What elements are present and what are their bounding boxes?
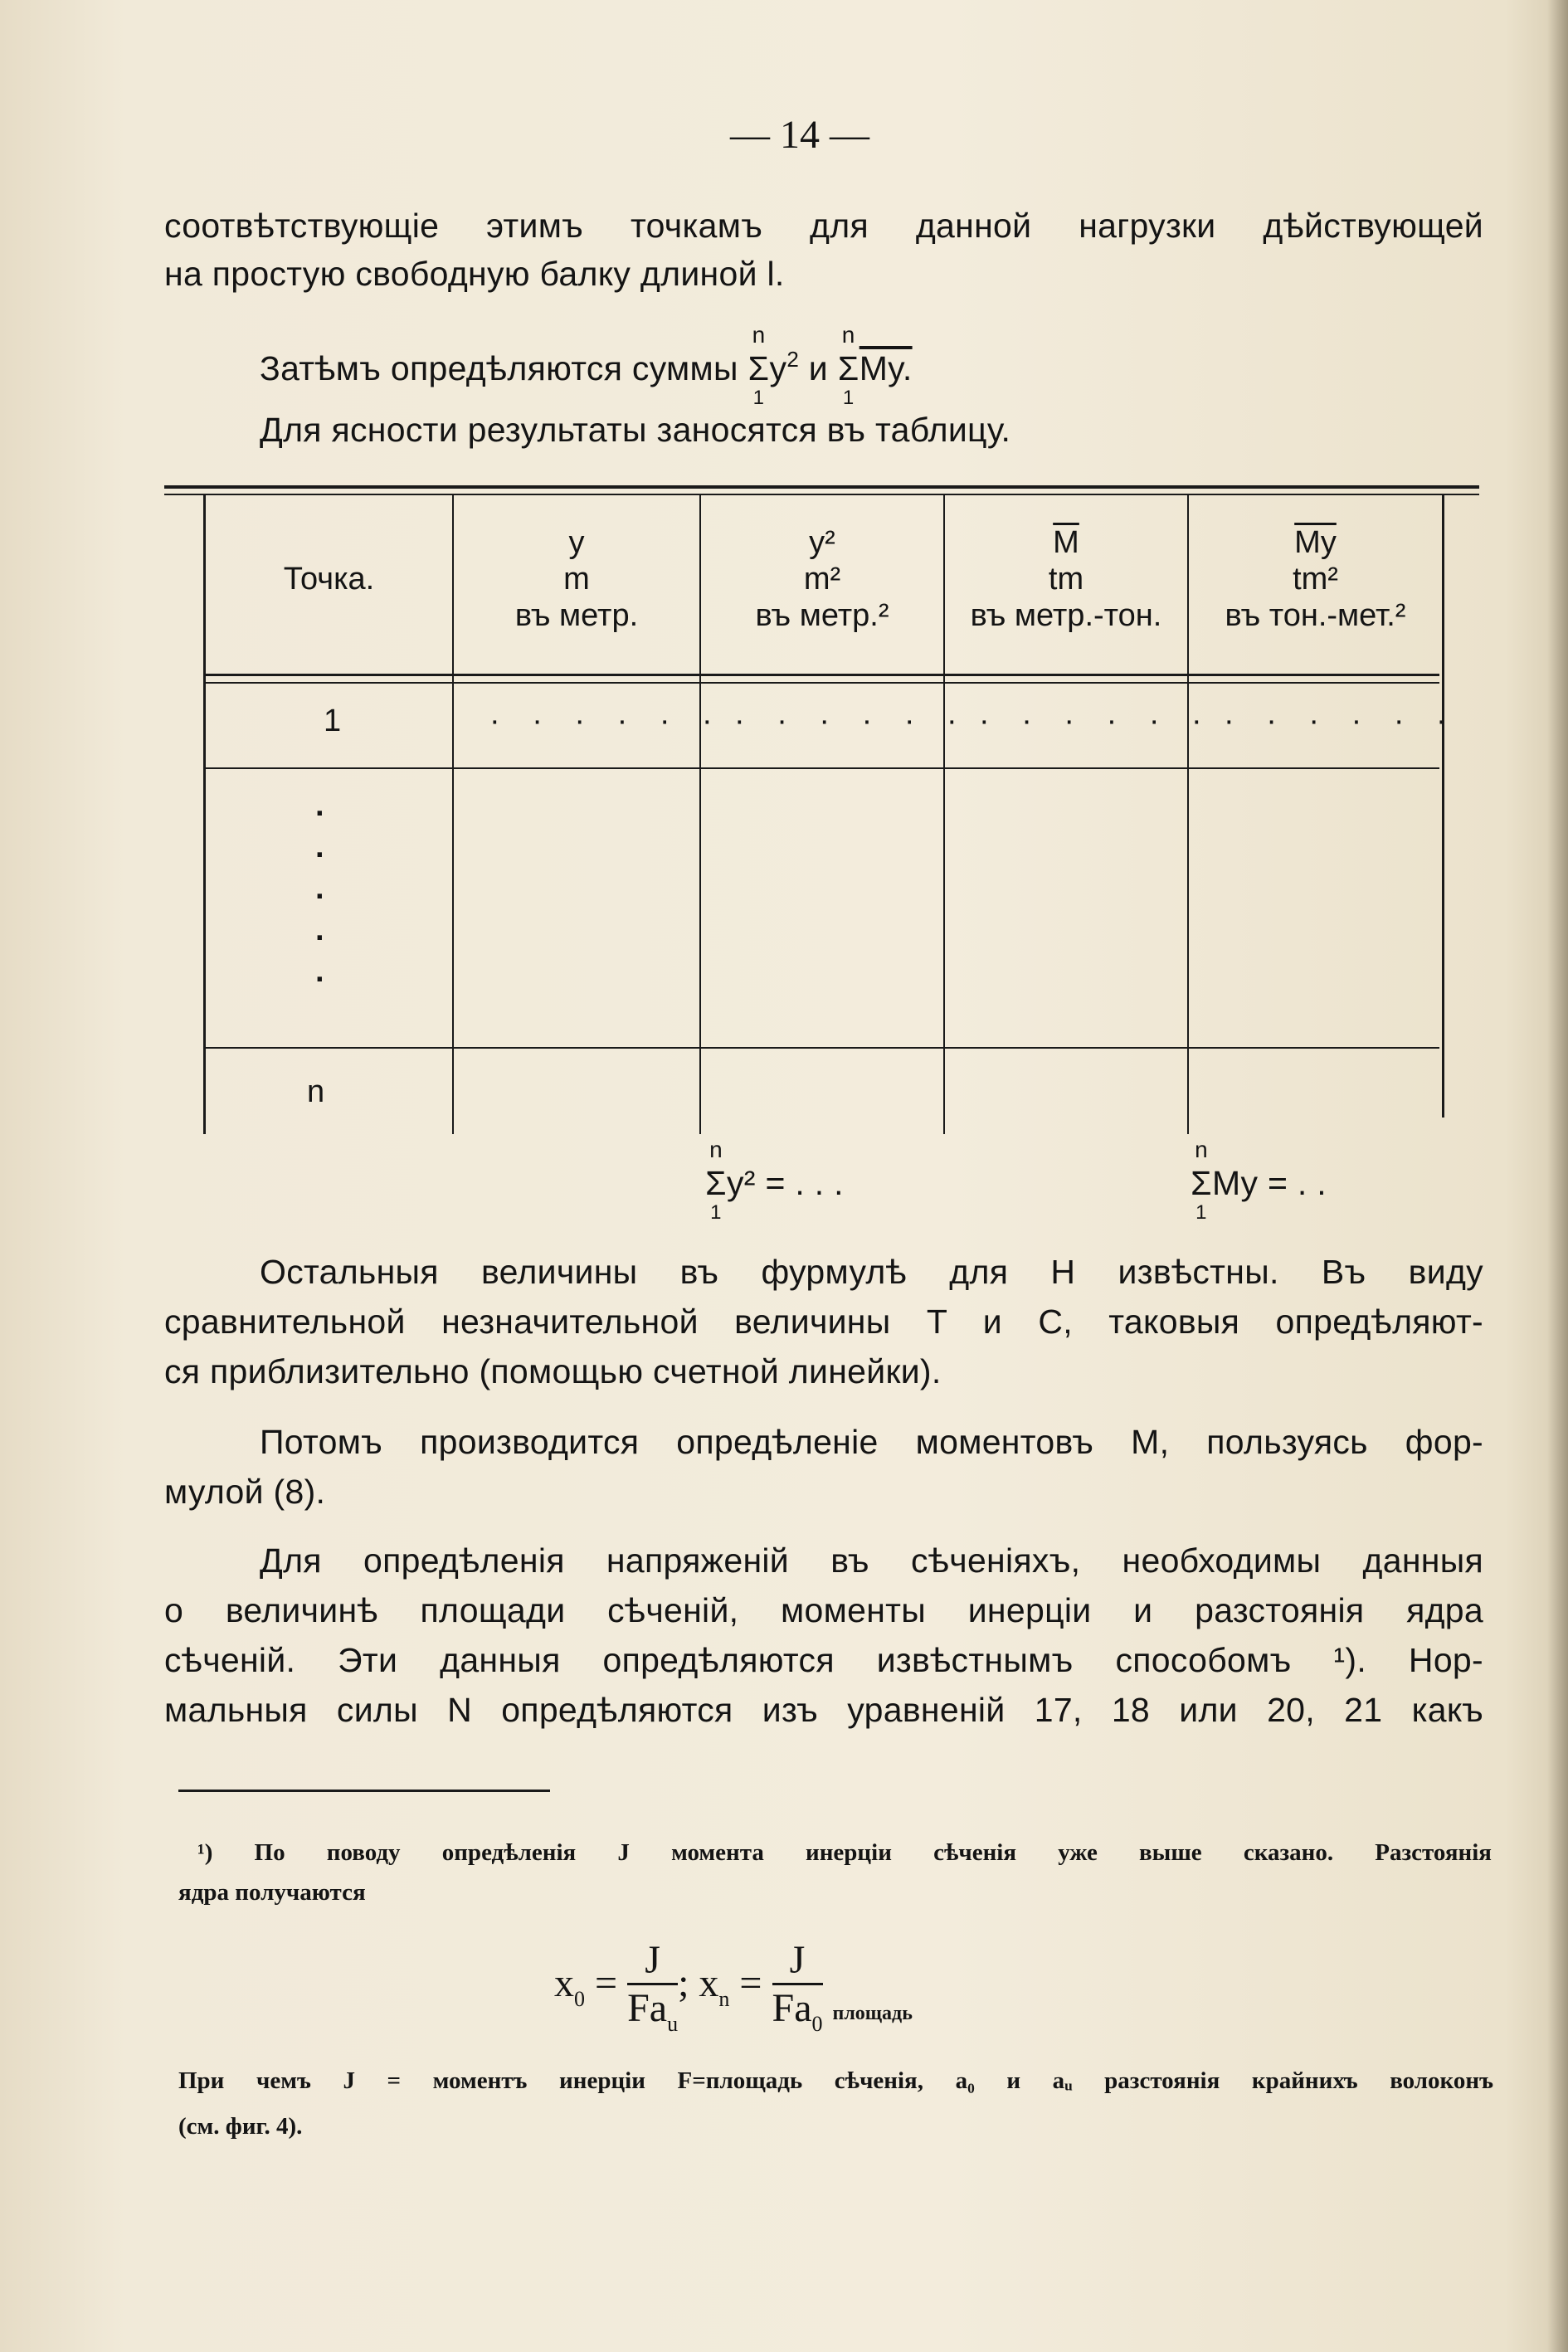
separator: ;	[678, 1961, 689, 2006]
header-line: y²	[809, 525, 835, 560]
page-number: — 14 —	[730, 113, 869, 157]
numerator: J	[772, 1937, 823, 1985]
header-line: $\overline{My}$	[1294, 525, 1337, 560]
table-header-point	[206, 524, 452, 597]
paragraph-line: соотвѣтствующіе этимъ точкамъ для данной нагрузки дѣйствующей	[164, 207, 1483, 245]
row-dots: · · · · · ·	[734, 704, 969, 738]
table-top-rule	[164, 494, 1479, 495]
row-dots: · · · · · ·	[979, 704, 1214, 738]
paragraph-line: Для ясности результаты заносятся въ таблицу.	[260, 411, 1011, 449]
sum-expression: y² = . . .	[727, 1164, 844, 1202]
sum-My-result	[1191, 1137, 1327, 1224]
table-header-My	[1189, 524, 1442, 634]
sum-upper-limit: n	[709, 1137, 723, 1162]
sigma: Σ	[705, 1164, 727, 1202]
sigma: Σ	[837, 349, 859, 387]
row-dots: · · · · · ·	[1224, 704, 1458, 738]
formula-var: x	[699, 1961, 719, 2006]
header-line: въ метр.-тон.	[970, 598, 1162, 633]
footnote-line: ¹) По поводу опредѣленія J момента инерціи сѣченія уже выше сказано. Разстоянія	[197, 1839, 1492, 1866]
table-column-rule	[1442, 495, 1444, 1118]
fraction	[627, 1937, 678, 2037]
sum-y2-result	[705, 1137, 844, 1224]
table-top-rule	[164, 485, 1479, 489]
denominator-text: Fa	[627, 1986, 668, 2030]
paragraph-line: сѣченій. Эти данныя опредѣляются извѣстнымъ способомъ ¹). Нор-	[164, 1641, 1483, 1679]
row-label-first: 1	[324, 704, 342, 738]
formula-var: x	[554, 1961, 574, 2006]
header-line: $\overline{M}$	[1053, 525, 1079, 560]
formula-note: площадь	[832, 2003, 913, 2025]
formula-subscript: n	[718, 1987, 730, 2012]
denominator	[772, 1985, 823, 2037]
page-edge-shadow	[1547, 0, 1568, 2352]
table-header-rule	[203, 674, 1439, 676]
header-line: m²	[803, 562, 841, 597]
sum-upper-limit: n	[1195, 1137, 1208, 1162]
paragraph-line: мальныя силы N опредѣляются изъ уравненій 17, 18 или 20, 21 какъ	[164, 1691, 1483, 1729]
table-row-rule	[203, 1047, 1439, 1049]
exponent: 2	[786, 347, 800, 372]
vertical-dot: ·	[315, 796, 326, 831]
sum-lower-limit: 1	[752, 387, 765, 409]
footnote-rule	[178, 1790, 550, 1792]
table-row-rule	[203, 767, 1439, 769]
formula-subscript: 0	[811, 2012, 823, 2036]
paragraph-line: Для опредѣленія напряженій въ сѣченіяхъ, необходимы данныя	[260, 1541, 1483, 1580]
paragraph-line: Остальныя величины въ фурмулѣ для H извѣстны. Въ виду	[260, 1253, 1483, 1291]
conjunction: и	[808, 349, 828, 387]
header-line: въ метр.²	[755, 598, 889, 633]
sum-lower-limit: 1	[1195, 1201, 1207, 1224]
sum-symbol-My	[837, 322, 859, 409]
sum-upper-limit: n	[752, 322, 766, 348]
denominator	[627, 1985, 678, 2037]
sum-term-y: y	[769, 349, 787, 387]
equals-sign: =	[739, 1961, 762, 2006]
vertical-dot: ·	[315, 921, 326, 956]
sum-term-My: My.	[859, 349, 913, 387]
formula-subscript: u	[667, 2012, 679, 2036]
sum-lower-limit: 1	[710, 1201, 722, 1224]
fraction	[772, 1937, 823, 2037]
table-header-y2	[701, 524, 943, 634]
table-header-y	[454, 524, 699, 634]
header-line	[206, 524, 452, 561]
header-line: tm	[1048, 562, 1084, 597]
sums-sentence	[260, 322, 913, 409]
core-distance-formula	[554, 1937, 913, 2037]
footnote-line: (см. фиг. 4).	[178, 2113, 303, 2140]
paragraph-line: Потомъ производится опредѣленіе моментовъ M, пользуясь фор-	[260, 1423, 1483, 1461]
sigma: Σ	[1191, 1164, 1212, 1202]
header-line: въ тон.-мет.²	[1225, 598, 1406, 633]
denominator-text: Fa	[772, 1986, 812, 2030]
vertical-dot: ·	[315, 838, 326, 873]
footnote-line: ядра получаются	[178, 1879, 366, 1906]
header-line: tm²	[1293, 562, 1338, 597]
sum-lower-limit: 1	[842, 387, 855, 409]
vertical-dot: ·	[315, 962, 326, 997]
sum-upper-limit: n	[841, 322, 855, 348]
row-label-last: n	[307, 1074, 325, 1109]
footnote-line: При чемъ J = моментъ инерціи F=площадь сѣченія, a₀ и aᵤ разстоянія крайнихъ волоконъ	[178, 2067, 1493, 2094]
numerator: J	[627, 1937, 678, 1985]
header-line: Точка.	[283, 562, 375, 597]
sigma: Σ	[747, 349, 770, 387]
table-header-rule	[203, 682, 1439, 684]
table-header-M	[945, 524, 1187, 634]
equals-sign: =	[595, 1961, 618, 2006]
vertical-dot: ·	[315, 879, 326, 914]
sum-symbol	[705, 1137, 727, 1224]
paragraph-line: мулой (8).	[164, 1473, 326, 1511]
sum-expression: My = . .	[1212, 1164, 1327, 1202]
header-line: въ метр.	[514, 598, 639, 633]
header-line: m	[563, 562, 590, 597]
header-line: y	[568, 525, 585, 560]
paragraph-line: на простую свободную балку длиной l.	[164, 255, 785, 293]
row-dots: · · · · · ·	[489, 704, 724, 738]
paragraph-line: сравнительной незначительной величины T и C, таковыя опредѣляют-	[164, 1303, 1483, 1341]
formula-subscript: 0	[574, 1987, 585, 2012]
sum-symbol	[1191, 1137, 1212, 1224]
paragraph-line: о величинѣ площади сѣченій, моменты инерціи и разстоянія ядра	[164, 1591, 1483, 1629]
paragraph-line: ся приблизительно (помощью счетной линейки).	[164, 1352, 942, 1390]
sums-intro-text: Затѣмъ опредѣляются суммы	[260, 349, 738, 387]
sum-symbol-y2	[747, 322, 770, 409]
